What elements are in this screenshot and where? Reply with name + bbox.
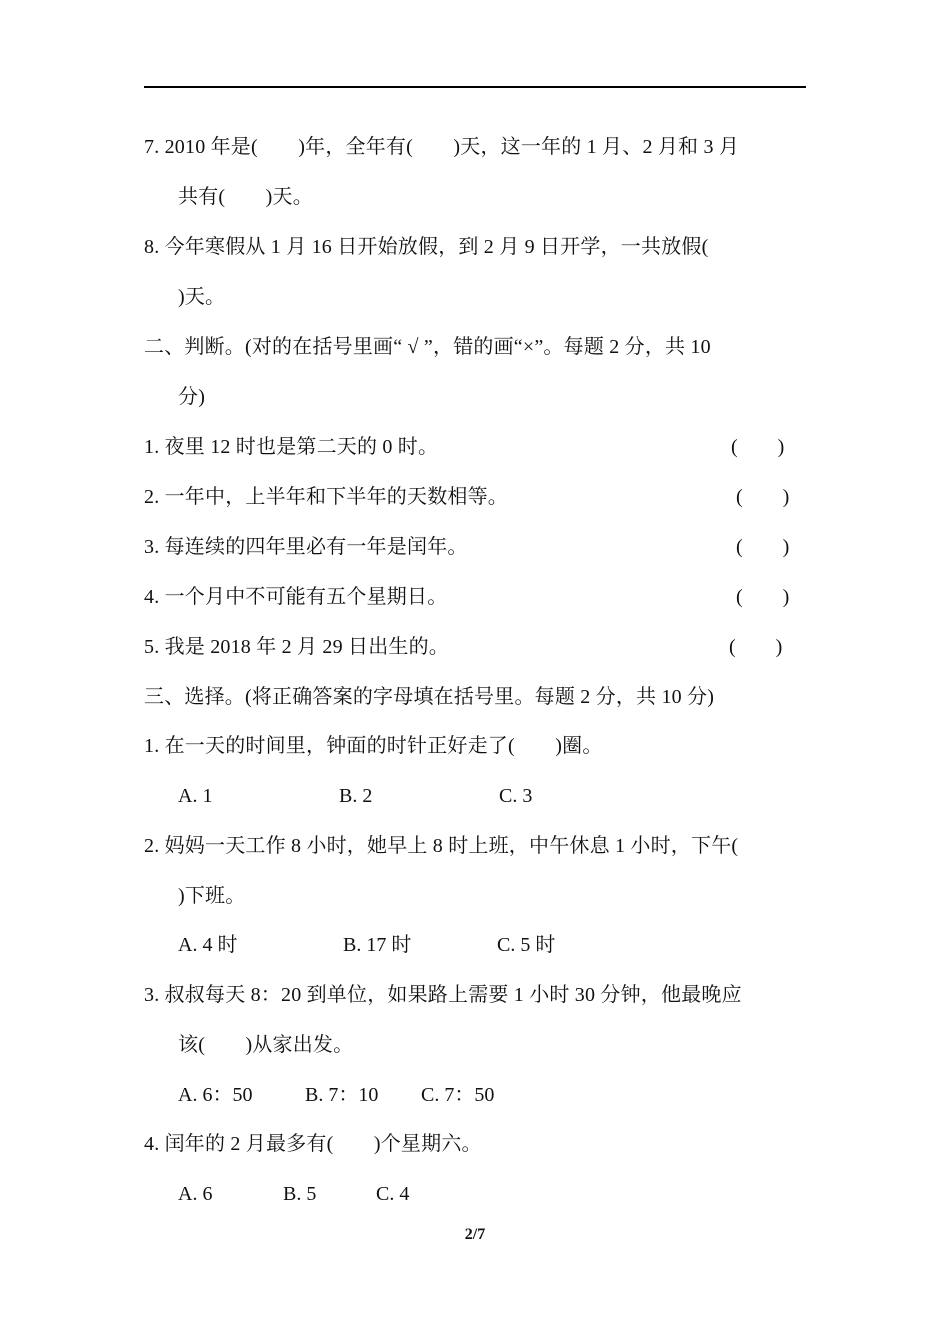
question-8-line-2: )天。 (178, 286, 226, 308)
choice-1-option-a[interactable]: A. 1 (178, 785, 213, 807)
choice-3-option-b[interactable]: B. 7：10 (305, 1084, 379, 1106)
choice-question-3-line-1: 3. 叔叔每天 8：20 到单位，如果路上需要 1 小时 30 分钟，他最晚应 (144, 984, 742, 1006)
judge-item-3: 3. 每连续的四年里必有一年是闰年。 (144, 536, 468, 558)
judge-item-5: 5. 我是 2018 年 2 月 29 日出生的。 (144, 636, 449, 658)
choice-4-option-b[interactable]: B. 5 (283, 1183, 317, 1205)
choice-question-2-line-1: 2. 妈妈一天工作 8 小时，她早上 8 时上班，中午休息 1 小时，下午( (144, 835, 739, 857)
choice-3-option-a[interactable]: A. 6：50 (178, 1084, 253, 1106)
choice-question-3-line-2: 该( )从家出发。 (178, 1034, 354, 1056)
answer-paren-5[interactable]: ( ) (729, 636, 783, 658)
judge-item-1: 1. 夜里 12 时也是第二天的 0 时。 (144, 436, 439, 458)
choice-1-option-c[interactable]: C. 3 (499, 785, 533, 807)
answer-paren-1[interactable]: ( ) (731, 436, 785, 458)
question-8-line-1: 8. 今年寒假从 1 月 16 日开始放假，到 2 月 9 日开学，一共放假( (144, 236, 709, 258)
choice-question-1: 1. 在一天的时间里，钟面的时针正好走了( )圈。 (144, 735, 603, 757)
choice-2-option-b[interactable]: B. 17 时 (343, 934, 412, 956)
answer-paren-2[interactable]: ( ) (736, 486, 790, 508)
question-7-line-1: 7. 2010 年是( )年，全年有( )天，这一年的 1 月、2 月和 3 月 (144, 136, 740, 158)
header-rule (144, 86, 806, 88)
choice-question-2-line-2: )下班。 (178, 885, 246, 907)
choice-3-option-c[interactable]: C. 7：50 (421, 1084, 495, 1106)
choice-4-option-a[interactable]: A. 6 (178, 1183, 213, 1205)
judge-item-2: 2. 一年中，上半年和下半年的天数相等。 (144, 486, 508, 508)
choice-question-4: 4. 闰年的 2 月最多有( )个星期六。 (144, 1133, 482, 1155)
choice-4-option-c[interactable]: C. 4 (376, 1183, 410, 1205)
answer-paren-4[interactable]: ( ) (736, 586, 790, 608)
choice-2-option-c[interactable]: C. 5 时 (497, 934, 556, 956)
judge-item-4: 4. 一个月中不可能有五个星期日。 (144, 586, 448, 608)
question-7-line-2: 共有( )天。 (178, 186, 313, 208)
page-number: 2/7 (464, 1226, 486, 1243)
choice-1-option-b[interactable]: B. 2 (339, 785, 373, 807)
section-2-heading: 二、判断。(对的在括号里画“ √ ”，错的画“×”。每题 2 分，共 10 (144, 336, 711, 358)
answer-paren-3[interactable]: ( ) (736, 536, 790, 558)
section-2-heading-cont: 分) (178, 386, 206, 408)
section-3-heading: 三、选择。(将正确答案的字母填在括号里。每题 2 分，共 10 分) (144, 686, 715, 708)
choice-2-option-a[interactable]: A. 4 时 (178, 934, 238, 956)
